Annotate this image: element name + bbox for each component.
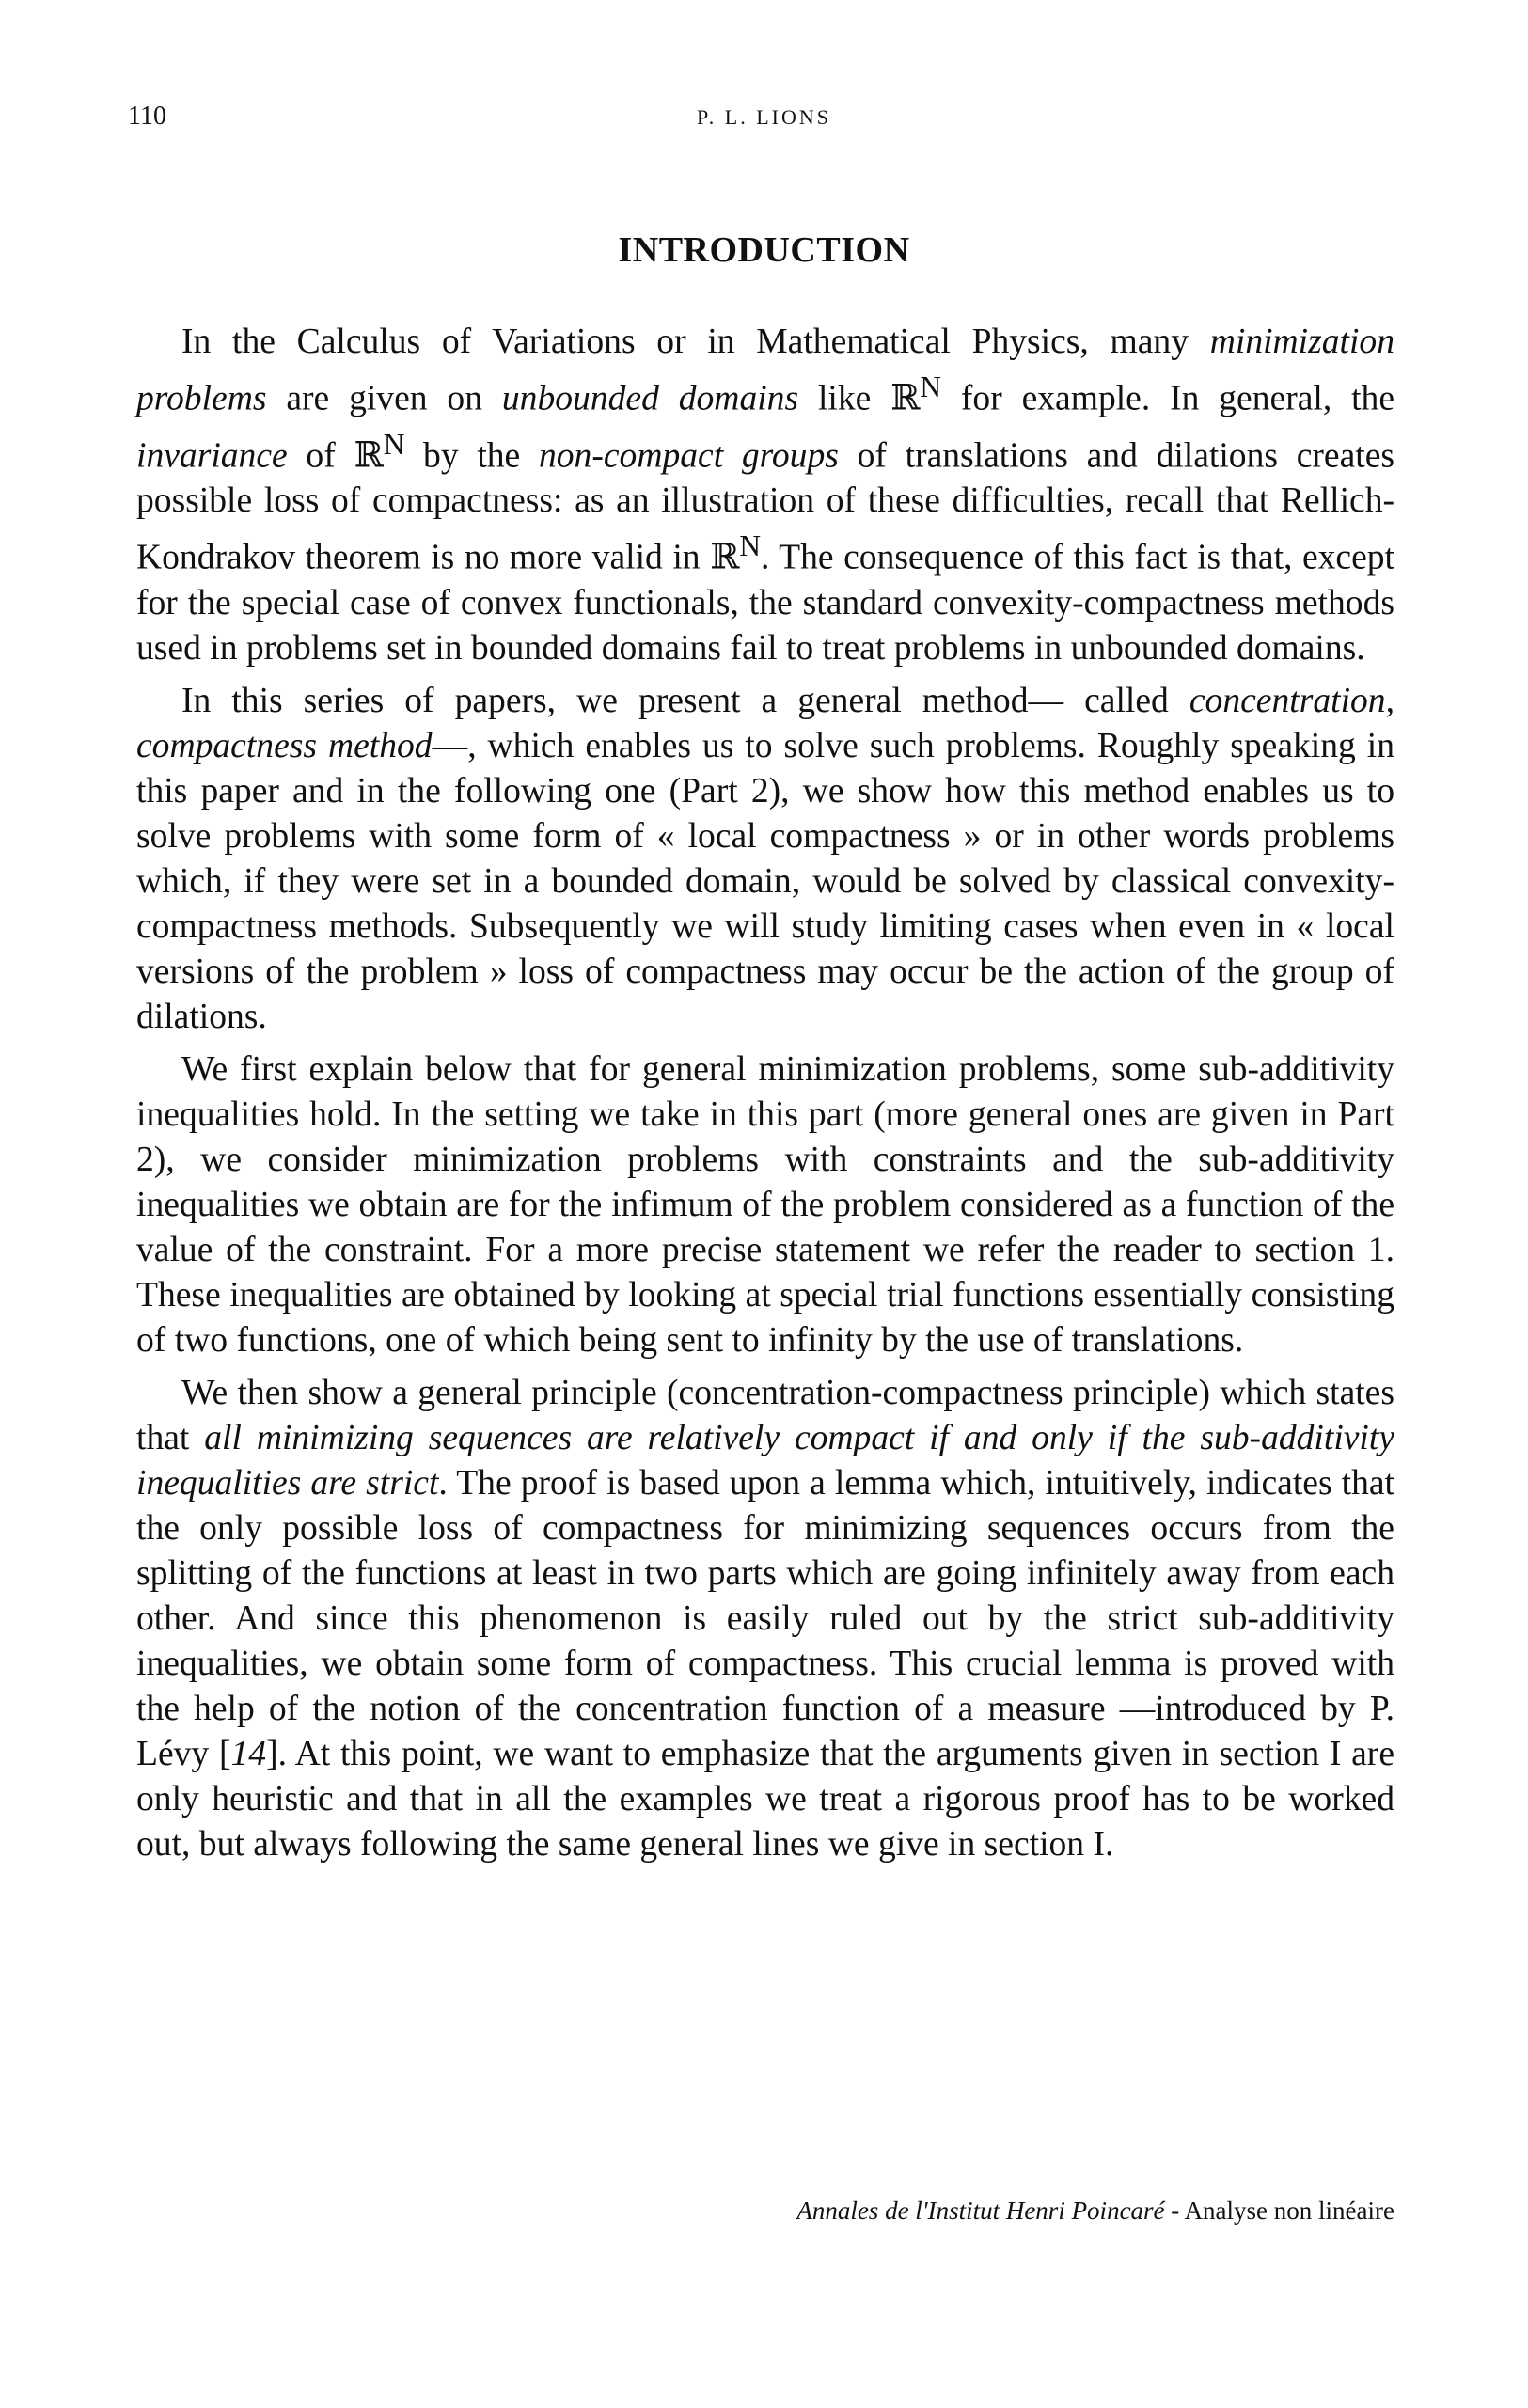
superscript-n: N: [739, 529, 761, 563]
text-run: of ℝ: [287, 436, 384, 476]
footer-series: Analyse non linéaire: [1184, 2196, 1394, 2225]
emphasis-principle-statement: all minimizing sequences are relatively compact if and only if the sub-additivity inequalities are strict: [136, 1418, 1394, 1503]
page-number: 110: [128, 102, 166, 131]
section-title: INTRODUCTION: [618, 230, 910, 270]
footer-journal: Annales de l'Institut Henri Poincaré: [796, 2196, 1165, 2225]
paragraph-3: [136, 1047, 1394, 1363]
emphasis-invariance: invariance: [136, 436, 288, 476]
text-run: We then show a general principle (concentration-compactness principle) which states that: [136, 1373, 1394, 1457]
superscript-n: N: [920, 370, 942, 403]
paragraph-2: [136, 679, 1394, 1040]
text-run: In this series of papers, we present a general method— called: [181, 681, 1189, 720]
paragraph-1: [136, 320, 1394, 671]
page-footer: [796, 2196, 1394, 2226]
text-run: . The proof is based upon a lemma which, intuitively, indicates that the only possible loss of compactness for minimizing sequences occurs from the splitting of the functions at least in two parts which are going infinitely away from each other. And since this phenomenon is easily ruled out by the strict sub-additivity inequalities, we obtain some form of compactness. This crucial lemma is proved with the help of the notion of the concentration function of a measure —introduced by P. Lévy [: [136, 1463, 1394, 1773]
text-run: by the: [404, 436, 539, 476]
text-run: like ℝ: [798, 379, 921, 418]
text-run: —, which enables us to solve such problems. Roughly speaking in this paper and in the following one (Part 2), we show how this method enables us to solve problems with some form of « local compactness » or in other words problems which, if they were set in a bounded domain, would be solved by classical convexity-compactness methods. Subsequently we will study limiting cases when even in « local versions of the problem » loss of compactness may occur be the action of the group of dilations.: [136, 726, 1394, 1036]
citation-reference: 14: [230, 1734, 267, 1773]
emphasis-method-name: concentration, compactness method: [136, 681, 1394, 765]
body-text: [136, 320, 1394, 1867]
running-head: [0, 102, 1528, 139]
text-run: In the Calculus of Variations or in Mathematical Physics, many: [181, 323, 1210, 361]
superscript-n: N: [383, 427, 405, 461]
text-run: are given on: [266, 379, 502, 418]
emphasis-non-compact-groups: non-compact groups: [538, 436, 839, 476]
text-run: . The consequence of this fact is that, except for the special case of convex functionals, the standard convexity-compactness methods used in problems set in bounded domains fail to treat problems in unbounded domains.: [136, 538, 1395, 668]
text-run: We first explain below that for general minimization problems, some sub-additivity inequalities hold. In the setting we take in this part (more general ones are given in Part 2), we consider minimization problems with constraints and the sub-additivity inequalities we obtain are for the infimum of the problem considered as a function of the value of the constraint. For a more precise statement we refer the reader to section 1. These inequalities are obtained by looking at special trial functions essentially consisting of two functions, one of which being sent to infinity by the use of translations.: [136, 1049, 1394, 1360]
paragraph-4: [136, 1371, 1394, 1867]
running-head-author: P. L. LIONS: [696, 105, 831, 129]
text-run: ]. At this point, we want to emphasize that the arguments given in section I are only heuristic and that in all the examples we treat a rigorous proof has to be worked out, but always following the same general lines we give in section I.: [136, 1734, 1394, 1864]
emphasis-minimization-problems: minimization problems: [136, 323, 1394, 418]
emphasis-unbounded-domains: unbounded domains: [501, 379, 799, 418]
footer-separator: -: [1164, 2196, 1185, 2225]
text-run: for example. In general, the: [941, 379, 1395, 418]
text-run: of translations and dilations creates possible loss of compactness: as an illustration of these difficulties, recall that Rellich-Kondrakov theorem is no more valid in ℝ: [136, 436, 1395, 577]
